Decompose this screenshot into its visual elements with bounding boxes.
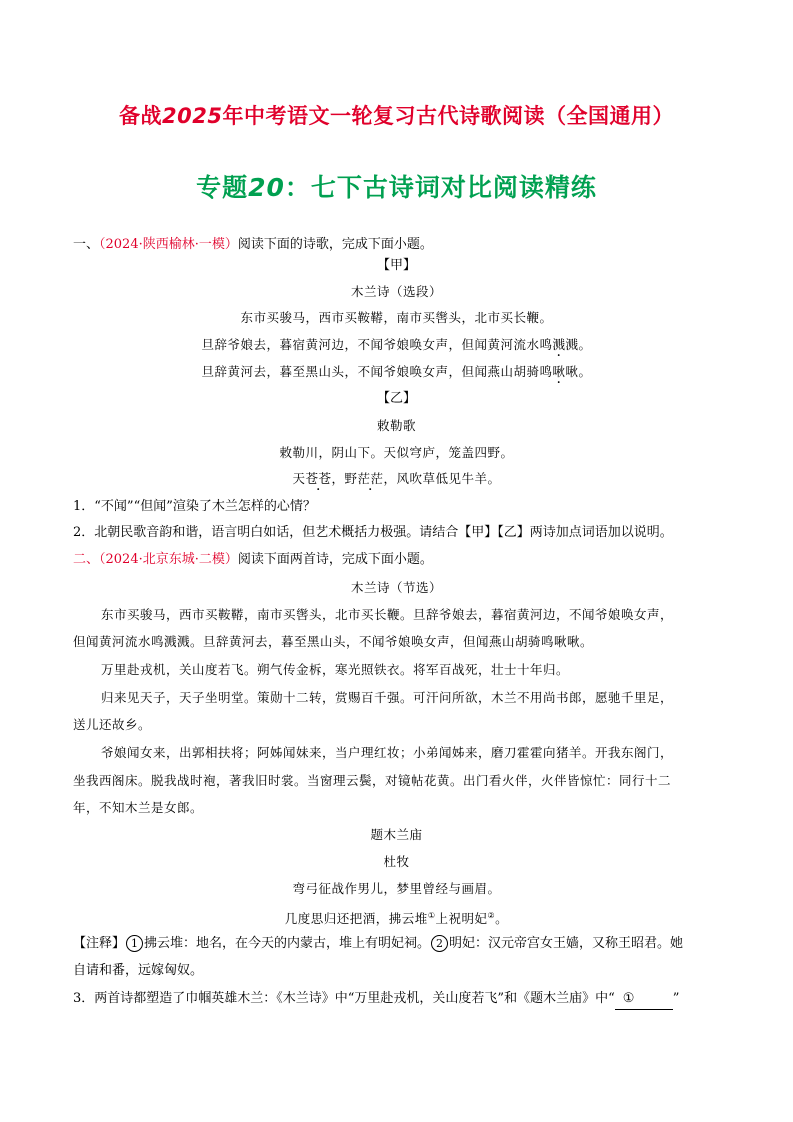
jia-label: 【甲】 xyxy=(376,258,416,273)
title-part2: 年中考语文一轮复习古代诗歌阅读（全国通用） xyxy=(222,104,674,128)
punctuation: 。 xyxy=(578,337,592,352)
annotation-text: 明妃：汉元帝宫女王嫱，又称王昭君。她 xyxy=(449,936,684,951)
punctuation: ” xyxy=(672,991,680,1006)
section2-header xyxy=(73,550,433,570)
mulan-para4-line2: 坐我西阁床。脱我战时袍，著我旧时裳。当窗理云鬓，对镜帖花黄。出门看火伴，火伴皆惊忙：同行十二 xyxy=(73,773,672,788)
poem2-line2-text: 天 xyxy=(292,471,306,486)
poem1-title: 木兰诗（选段） xyxy=(350,284,442,299)
mulan-poem-title: 木兰诗（节选） xyxy=(350,580,442,595)
poem1-line2 xyxy=(0,335,793,355)
question-3 xyxy=(73,989,679,1010)
dotted-word: 鸣啾啾 xyxy=(539,364,579,379)
document-subtitle xyxy=(0,168,793,204)
dotted-word: 茫茫 xyxy=(357,471,384,486)
mulan-para4-line3: 年，不知木兰是女郎。 xyxy=(73,800,204,815)
mulan-para3-line2: 送儿还故乡。 xyxy=(73,717,152,732)
subtitle-part1: 专题 xyxy=(196,173,249,202)
poem1-line1: 东市买骏马，西市买鞍鞯，南市买辔头，北市买长鞭。 xyxy=(240,310,553,325)
poem2-line2-text: ，野 xyxy=(331,471,358,486)
mulan-para1-line1: 东市买骏马，西市买鞍鞯，南市买辔头，北市买长鞭。旦辞爷娘去，暮宿黄河边，不闻爷娘唤女声， xyxy=(101,607,674,622)
poem2-line2-text: ，风吹草低见牛羊。 xyxy=(383,471,501,486)
question-2: 2．北朝民歌音韵和谐，语言明白如话，但艺术概括力极强。请结合【甲】【乙】两诗加点词语加以说明。 xyxy=(73,525,673,540)
temple-line2-text: 几度思归还把酒，拂云堆 xyxy=(284,911,428,927)
annotation-line2: 自请和番，远嫁匈奴。 xyxy=(73,963,204,978)
poem2-title: 敕勒歌 xyxy=(376,418,416,433)
punctuation: 。 xyxy=(495,911,509,927)
poem2-line1: 敕勒川，阴山下。天似穹庐，笼盖四野。 xyxy=(279,445,514,460)
section1-instruction: 阅读下面的诗歌，完成下面小题。 xyxy=(237,237,433,252)
poem1-line3 xyxy=(0,362,793,382)
temple-poem-line2 xyxy=(0,906,793,929)
poem2-line2 xyxy=(0,469,793,489)
section2-source: （2024·北京东城·二模） xyxy=(99,552,238,567)
title-part1: 备战 xyxy=(119,104,163,128)
temple-line2-text: 上祝明妃 xyxy=(435,911,488,927)
subtitle-number: 20 xyxy=(248,173,285,202)
mulan-para1-line2: 但闻黄河流水鸣溅溅。旦辞黄河去，暮至黑山头，不闻爷娘唤女声，但闻燕山胡骑鸣啾啾。 xyxy=(73,634,594,649)
temple-poem-title: 题木兰庙 xyxy=(370,827,423,842)
question-3-text: 3．两首诗都塑造了巾帼英雄木兰：《木兰诗》中“万里赴戎机，关山度若飞”和《题木兰庙》中“ xyxy=(73,991,615,1006)
annotation-line1 xyxy=(73,934,683,954)
mulan-para2-line1: 万里赴戎机，关山度若飞。朔气传金柝，寒光照铁衣。将军百战死，壮士十年归。 xyxy=(101,662,570,677)
annotation-text: 拂云堆：地名，在今天的内蒙古，堆上有明妃祠。 xyxy=(144,936,431,951)
subtitle-part2: ：七下古诗词对比阅读精练 xyxy=(284,173,597,202)
section1-header xyxy=(73,235,433,255)
circled-number: 1 xyxy=(126,935,143,952)
answer-blank[interactable]: ① xyxy=(615,989,673,1010)
footnote-marker: ① xyxy=(427,911,436,920)
section2-instruction: 阅读下面两首诗，完成下面小题。 xyxy=(237,552,433,567)
footnote-marker: ② xyxy=(487,911,496,920)
mulan-para4-line1: 爷娘闻女来，出郭相扶将；阿姊闻妹来，当户理红妆；小弟闻姊来，磨刀霍霍向猪羊。开我东阁门， xyxy=(101,745,674,760)
circled-number: 2 xyxy=(431,935,448,952)
title-year: 2025 xyxy=(162,104,223,128)
temple-poem-line1: 弯弓征战作男儿，梦里曾经与画眉。 xyxy=(292,881,501,896)
poem1-line2-text: 旦辞爷娘去，暮宿黄河边，不闻爷娘唤女声，但闻黄河流水 xyxy=(201,337,540,352)
section1-prefix: 一、 xyxy=(73,237,100,252)
punctuation: 。 xyxy=(578,364,592,379)
document-title xyxy=(0,100,793,130)
section2-prefix: 二、 xyxy=(73,552,100,567)
dotted-word: 苍苍 xyxy=(305,471,332,486)
mulan-para3-line1: 归来见天子，天子坐明堂。策勋十二转，赏赐百千强。可汗问所欲，木兰不用尚书郎，愿驰千里足， xyxy=(101,690,674,705)
question-1: 1．“不闻”“但闻”渲染了木兰怎样的心情？ xyxy=(73,499,316,514)
yi-label: 【乙】 xyxy=(376,391,416,406)
annotation-label: 【注释】 xyxy=(73,936,126,951)
poem1-line3-text: 旦辞黄河去，暮至黑山头，不闻爷娘唤女声，但闻燕山胡骑 xyxy=(201,364,540,379)
temple-poem-author: 杜牧 xyxy=(383,854,410,869)
dotted-word: 鸣溅溅 xyxy=(539,337,579,352)
section1-source: （2024·陕西榆林·一模） xyxy=(99,237,238,252)
